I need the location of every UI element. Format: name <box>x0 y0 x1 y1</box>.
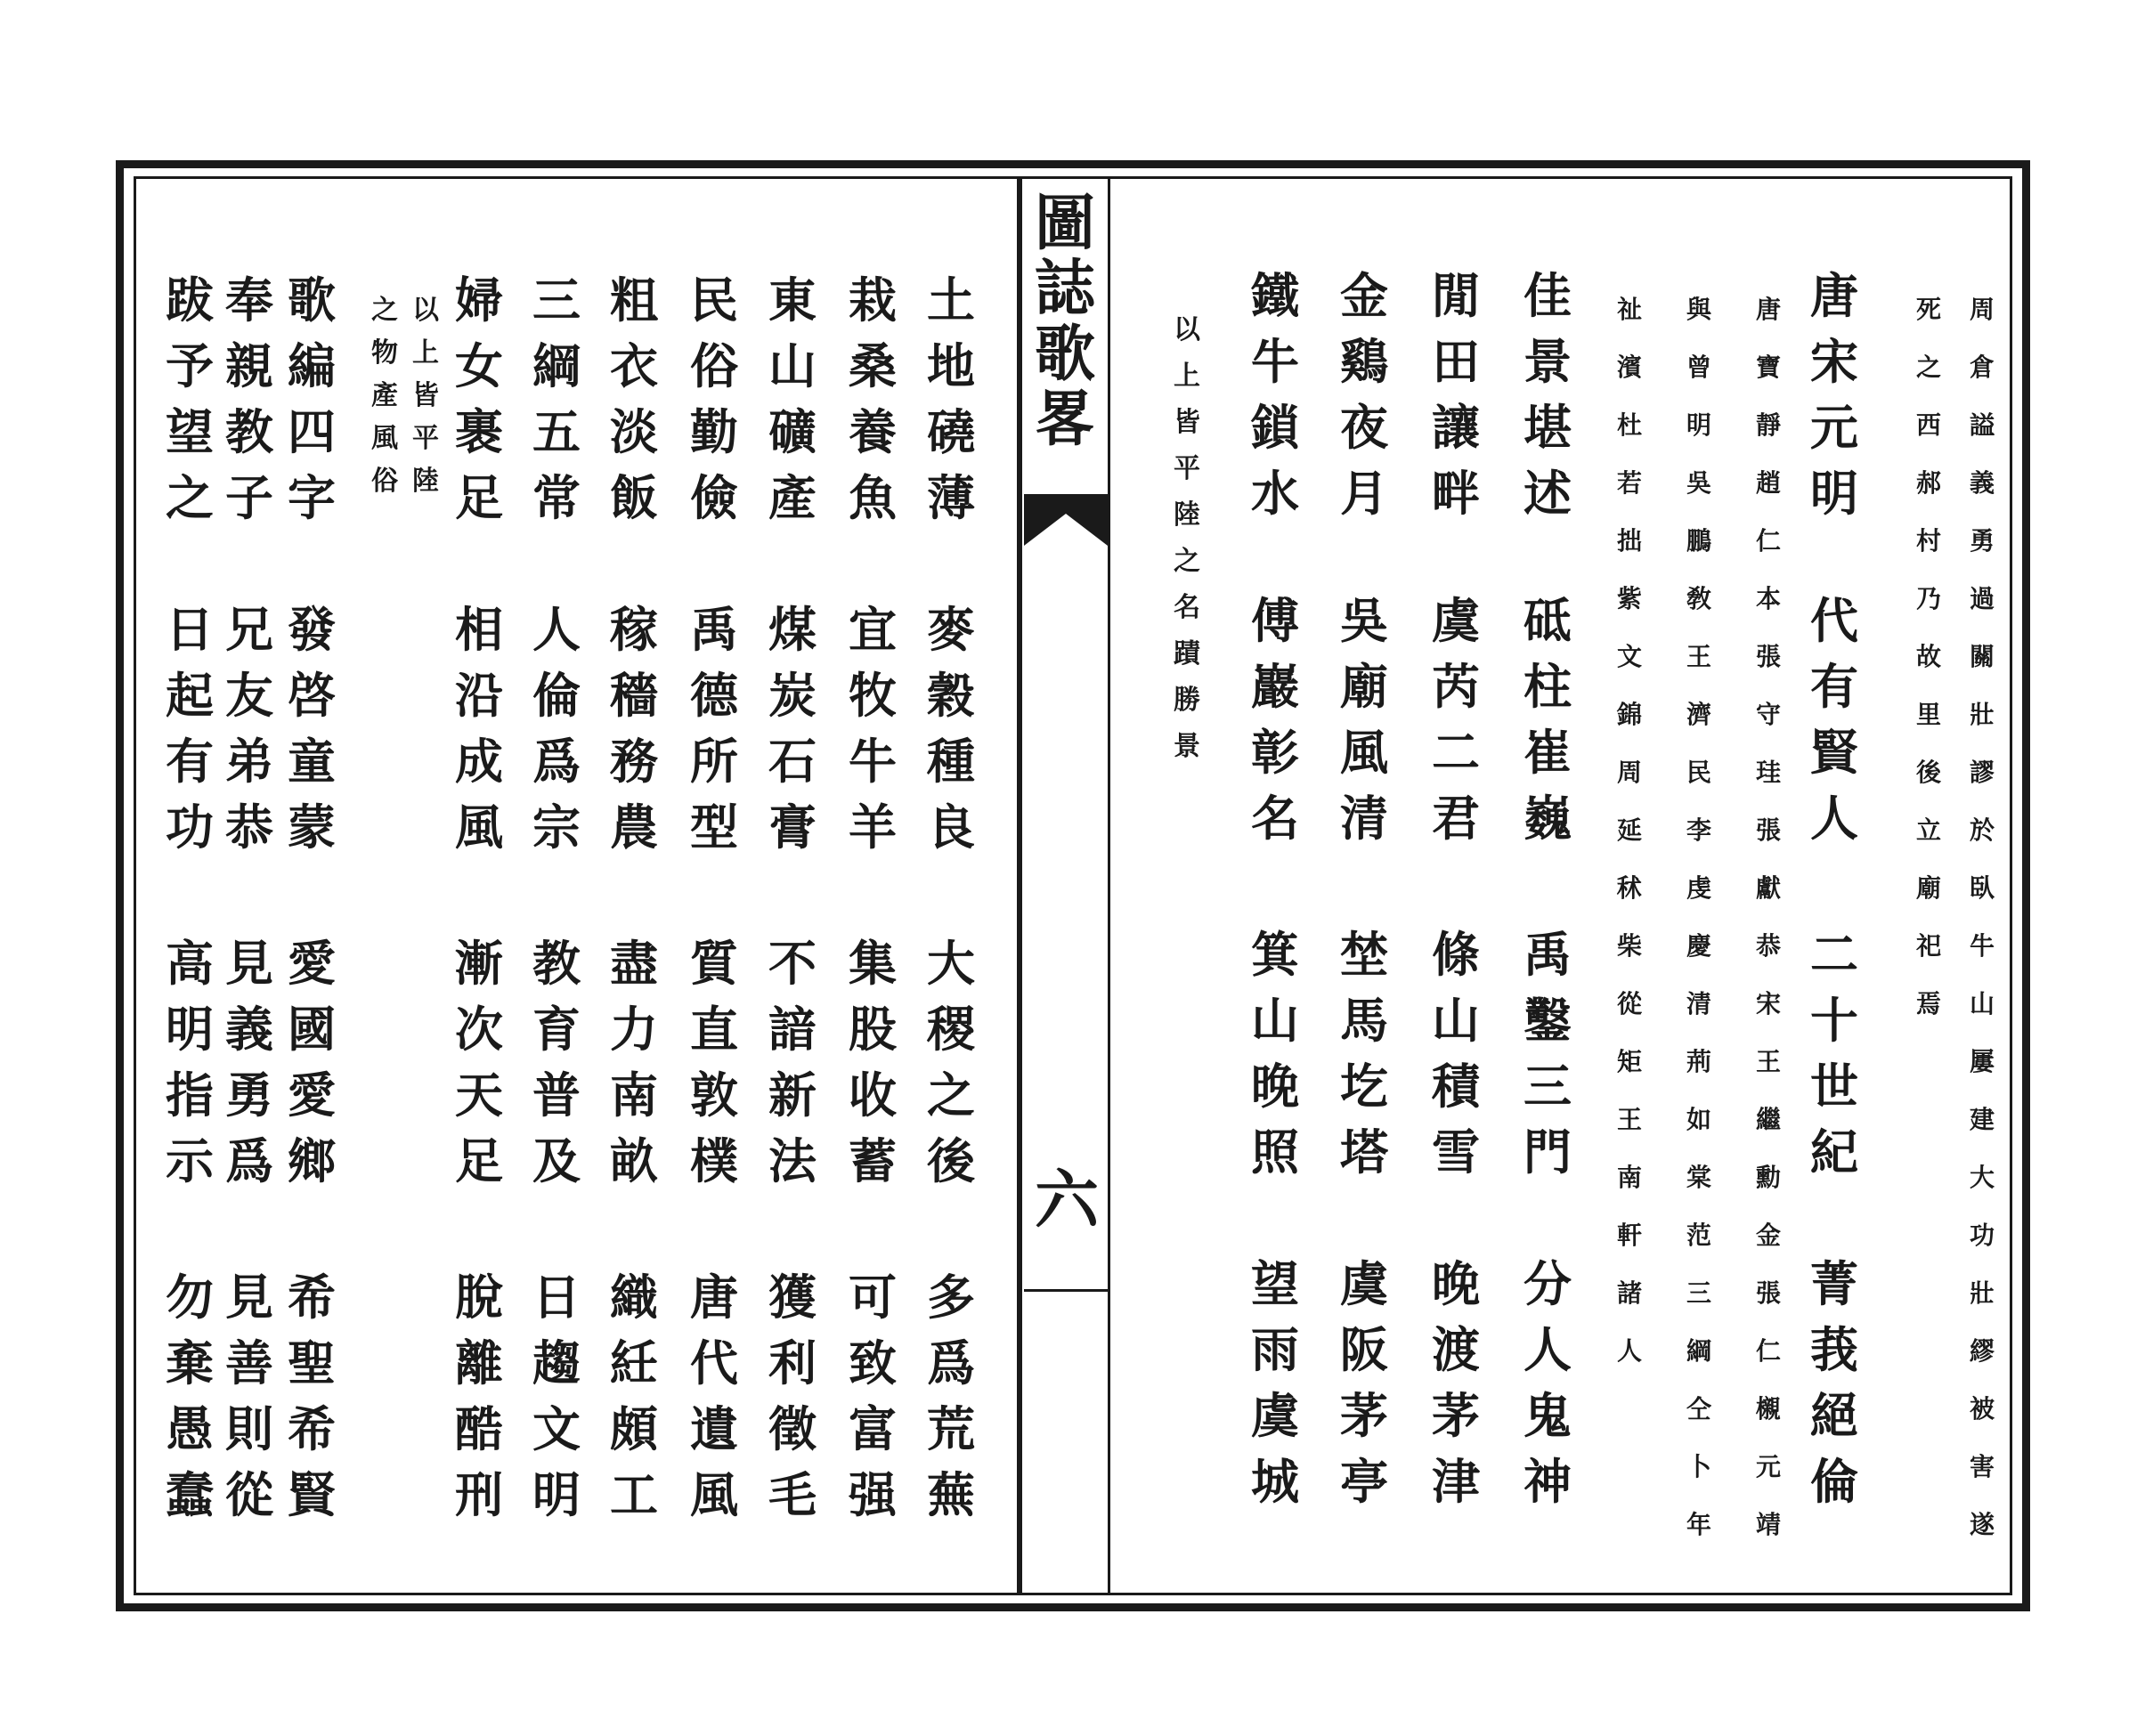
left-page-text-column: 人 倫 爲 宗 <box>532 601 581 856</box>
right-page-text-column: 望 雨 虞 城 <box>1251 1255 1299 1510</box>
right-page-text-column: 唐 宋 元 明 <box>1810 267 1858 522</box>
left-page-text-column: 可 致 富 强 <box>849 1269 897 1523</box>
fishtail-mark <box>1024 494 1108 556</box>
left-page-text-column: 集 股 收 蓄 <box>849 935 897 1189</box>
left-page-text-column: 不 諳 新 法 <box>768 935 817 1189</box>
right-page-text-column: 佳 景 堪 述 <box>1524 267 1572 522</box>
left-page-text-column: 愛 國 愛 鄉 <box>288 935 336 1189</box>
right-page-text-column: 砥 柱 崔 巍 <box>1524 592 1572 847</box>
spine-rule-left <box>1017 176 1022 1595</box>
right-page-text-column: 條 山 積 雪 <box>1432 926 1480 1180</box>
left-page-text-column: 見 義 勇 爲 <box>225 935 273 1189</box>
left-page-text-column: 禹 德 所 型 <box>690 601 738 856</box>
left-page-text-column: 勿 棄 愚 蠢 <box>166 1269 214 1523</box>
spine-title-char: 畧 <box>1034 384 1095 456</box>
left-page-text-column: 宜 牧 牛 羊 <box>849 601 897 856</box>
left-page-text-column: 脫 離 酷 刑 <box>455 1269 503 1523</box>
left-page-text-column: 見 善 則 從 <box>225 1269 273 1523</box>
left-page-text-column: 麥 穀 種 良 <box>927 601 975 856</box>
left-page-text-column: 栽 桑 養 魚 <box>849 272 897 526</box>
right-page-text-column: 埜 馬 圪 塔 <box>1340 926 1388 1180</box>
right-page-text-column: 禹 鑿 三 門 <box>1524 926 1572 1180</box>
left-page-text-column: 相 沿 成 風 <box>455 601 503 856</box>
left-page-text-column: 多 爲 荒 蕪 <box>927 1269 975 1523</box>
left-page-text-column: 教 育 普 及 <box>532 935 581 1189</box>
left-page-text-column: 獲 利 徵 毛 <box>768 1269 817 1523</box>
right-page-text-column: 傅 巖 彰 名 <box>1251 592 1299 847</box>
right-page-text-column: 晚 渡 茅 津 <box>1432 1255 1480 1510</box>
left-page-text-column: 三 綱 五 常 <box>532 272 581 526</box>
right-page-text-column: 以 上 皆 平 陸 之 名 蹟 勝 景 <box>1174 314 1200 762</box>
right-page-text-column: 虞 阪 茅 亭 <box>1340 1255 1388 1510</box>
left-page-text-column: 希 聖 希 賢 <box>288 1269 336 1523</box>
right-page-text-column: 金 鷄 夜 月 <box>1340 267 1388 522</box>
right-page-text-column: 分 人 鬼 神 <box>1524 1255 1572 1510</box>
right-page-text-column: 死 之 西 郝 村 乃 故 里 後 立 廟 祀 焉 <box>1915 295 1941 1018</box>
left-page-text-column: 土 地 磽 薄 <box>927 272 975 526</box>
left-page-text-column: 日 起 有 功 <box>166 601 214 856</box>
right-page-text-column: 代 有 賢 人 <box>1810 592 1858 847</box>
left-page-text-column: 日 趨 文 明 <box>532 1269 581 1523</box>
right-page-text-column: 吳 廟 風 清 <box>1340 592 1388 847</box>
right-page-text-column: 祉 濱 杜 若 拙 紫 文 錦 周 延 秫 柴 從 矩 王 南 軒 諸 人 <box>1616 295 1642 1366</box>
page-number: 六 <box>1034 1162 1099 1237</box>
left-page-text-column: 質 直 敦 樸 <box>690 935 738 1189</box>
left-page-text-column: 大 稷 之 後 <box>927 935 975 1189</box>
left-page-text-column: 煤 炭 石 膏 <box>768 601 817 856</box>
right-page-text-column: 虞 芮 二 君 <box>1432 592 1480 847</box>
left-page-text-column: 奉 親 教 子 <box>225 272 273 526</box>
left-page-text-column: 之 物 產 風 俗 <box>371 295 398 497</box>
left-page-text-column: 跋 予 望 之 <box>166 272 214 526</box>
left-page-text-column: 高 明 指 示 <box>166 935 214 1189</box>
left-page-text-column: 婦 女 裹 足 <box>455 272 503 526</box>
left-page-text-column: 盡 力 南 畝 <box>610 935 658 1189</box>
left-page-text-column: 織 紝 頗 工 <box>610 1269 658 1523</box>
left-page-text-column: 兄 友 弟 恭 <box>225 601 273 856</box>
left-page-text-column: 唐 代 遺 風 <box>690 1269 738 1523</box>
right-page-text-column: 唐 寶 靜 趙 仁 本 張 守 珪 張 獻 恭 宋 王 繼 勳 金 張 仁 櫬 元 靖 <box>1755 295 1781 1539</box>
left-page-text-column: 發 啓 童 蒙 <box>288 601 336 856</box>
left-page-text-column: 東 山 礦 產 <box>768 272 817 526</box>
left-page-text-column: 民 俗 勤 儉 <box>690 272 738 526</box>
left-page-text-column: 粗 衣 淡 飯 <box>610 272 658 526</box>
right-page-text-column: 箕 山 晚 照 <box>1251 926 1299 1180</box>
spine-title-char: 圖 <box>1034 188 1095 259</box>
right-page-text-column: 閒 田 讓 畔 <box>1432 267 1480 522</box>
spine-title-char: 歌 <box>1034 318 1095 390</box>
spine-horizontal-rule <box>1024 1289 1108 1292</box>
right-page-text-column: 周 倉 謚 義 勇 過 關 壯 謬 於 臥 牛 山 屢 建 大 功 壯 繆 被 害 遂 <box>1969 295 1995 1539</box>
right-page-text-column: 二 十 世 紀 <box>1810 926 1858 1180</box>
left-page-text-column: 以 上 皆 平 陸 <box>412 295 439 497</box>
spine-title-char: 誌 <box>1034 253 1095 325</box>
left-page-text-column: 歌 編 四 字 <box>288 272 336 526</box>
right-page-text-column: 鐵 牛 鎖 水 <box>1251 267 1299 522</box>
spine-title <box>1028 188 1101 456</box>
spine-rule-right <box>1108 176 1110 1595</box>
right-page-text-column: 與 曾 明 吳 鵬 敎 王 濟 民 李 虔 慶 清 荊 如 棠 范 三 綱 仝 卜 年 <box>1686 295 1711 1539</box>
right-page-text-column: 菁 莪 絕 倫 <box>1810 1255 1858 1510</box>
left-page-text-column: 稼 穡 務 農 <box>610 601 658 856</box>
left-page-text-column: 漸 次 天 足 <box>455 935 503 1189</box>
